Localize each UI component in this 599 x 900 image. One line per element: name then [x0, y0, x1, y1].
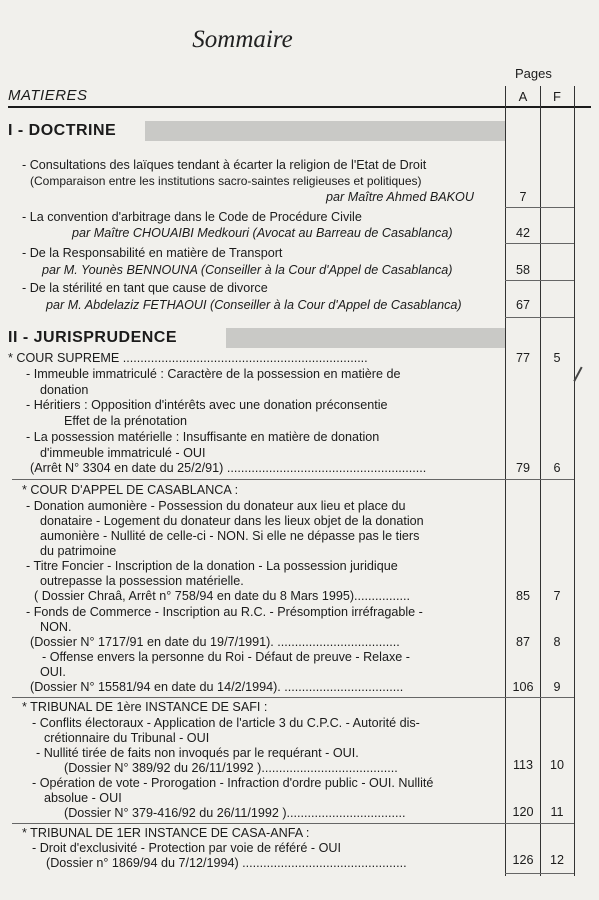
- entry-line: donataire - Logement du donateur dans les lieux objet de la donation: [40, 514, 424, 528]
- entry-line: - Conflits électoraux - Application de l'article 3 du C.P.C. - Autorité dis-: [32, 716, 420, 730]
- entry-line: Effet de la prénotation: [64, 414, 187, 428]
- section-title-doctrine: I - DOCTRINE: [8, 122, 117, 139]
- hseg: [505, 207, 574, 208]
- entry-line: (Dossier N° 389/92 du 26/11/1992 ).......................................: [64, 761, 398, 775]
- page-a: 79: [515, 461, 530, 475]
- page-title: Sommaire: [192, 26, 293, 53]
- page-a: 77: [515, 351, 530, 365]
- page-f: 9: [553, 680, 561, 694]
- pages-label: Pages: [515, 66, 552, 81]
- entry-line: - Héritiers : Opposition d'intérêts avec une donation préconsentie: [26, 398, 388, 412]
- hseg: [12, 697, 574, 698]
- entry-line: (Dossier N° 15581/94 en date du 14/2/1994). ..................................: [30, 680, 404, 694]
- entry-line: - Fonds de Commerce - Inscription au R.C. - Présomption irréfragable -: [26, 605, 423, 619]
- court-heading: * TRIBUNAL DE 1ER INSTANCE DE CASA-ANFA :: [22, 826, 310, 840]
- doctrine-line: - De la Responsabilité en matière de Transport: [22, 246, 283, 260]
- page-a: 87: [515, 635, 530, 649]
- doctrine-line: (Comparaison entre les institutions sacro-saintes religieuses et politiques): [30, 174, 422, 188]
- hseg: [505, 317, 574, 318]
- doctrine-line: - De la stérilité en tant que cause de divorce: [22, 281, 268, 295]
- entry-line: - Nullité tirée de faits non invoqués par le requérant - OUI.: [36, 746, 359, 760]
- entry-line: (Dossier N° 1717/91 en date du 19/7/1991). ...................................: [30, 635, 400, 649]
- entry-line: - Droit d'exclusivité - Protection par voie de référé - OUI: [32, 841, 341, 855]
- entry-line: crétionnaire du Tribunal - OUI: [44, 731, 210, 745]
- court-heading: * TRIBUNAL DE 1ère INSTANCE DE SAFI :: [22, 700, 268, 714]
- entry-line: - Immeuble immatriculé : Caractère de la possession en matière de: [26, 367, 401, 381]
- page-f: 12: [549, 853, 564, 867]
- court-heading: * COUR SUPREME ......................................................................: [8, 351, 368, 365]
- matieres-label: MATIERES: [8, 87, 88, 104]
- hseg: [12, 823, 574, 824]
- entry-line: absolue - OUI: [44, 791, 122, 805]
- page-f: 11: [550, 805, 564, 819]
- court-heading: * COUR D'APPEL DE CASABLANCA :: [22, 483, 239, 497]
- doctrine-page: 7: [519, 190, 527, 204]
- col-a-header: A: [518, 89, 528, 104]
- doctrine-line: - Consultations des laïques tendant à écarter la religion de l'Etat de Droit: [22, 158, 427, 172]
- entry-line: (Dossier N° 379-416/92 du 26/11/1992 )..................................: [64, 806, 406, 820]
- column-rule-right: [574, 86, 575, 876]
- entry-line: aumonière - Nullité de celle-ci - NON. Si elle ne dépasse pas le tiers: [40, 529, 420, 543]
- section-bar-doctrine: [145, 121, 505, 141]
- col-f-header: F: [553, 89, 561, 104]
- entry-line: (Dossier n° 1869/94 du 7/12/1994) ...............................................: [46, 856, 407, 870]
- hseg: [505, 873, 574, 874]
- entry-line: (Arrêt N° 3304 en date du 25/2/91) .........................................................: [30, 461, 427, 475]
- hseg: [505, 280, 574, 281]
- entry-line: ( Dossier Chraâ, Arrêt n° 758/94 en date du 8 Mars 1995)................: [34, 589, 411, 603]
- entry-line: OUI.: [40, 665, 66, 679]
- entry-line: - Offense envers la personne du Roi - Défaut de preuve - Relaxe -: [42, 650, 410, 664]
- doctrine-author: par Maître Ahmed BAKOU: [326, 190, 474, 204]
- page-f: 10: [549, 758, 564, 772]
- hseg: [12, 479, 574, 480]
- page-a: 106: [512, 680, 534, 694]
- page-f: 7: [553, 589, 561, 603]
- entry-line: NON.: [40, 620, 72, 634]
- doctrine-page: 42: [515, 226, 530, 240]
- doctrine-page: 67: [515, 298, 530, 312]
- doctrine-line: - La convention d'arbitrage dans le Code de Procédure Civile: [22, 210, 362, 224]
- page-a: 126: [512, 853, 534, 867]
- hseg: [505, 243, 574, 244]
- doctrine-page: 58: [515, 263, 530, 277]
- entry-line: du patrimoine: [40, 544, 117, 558]
- header-rule: [8, 106, 591, 108]
- page-f: 5: [553, 351, 561, 365]
- entry-line: donation: [40, 383, 89, 397]
- entry-line: - Titre Foncier - Inscription de la donation - La possession juridique: [26, 559, 398, 573]
- entry-line: outrepasse la possession matérielle.: [40, 574, 244, 588]
- page-f: 8: [553, 635, 561, 649]
- doctrine-author: par Maître CHOUAIBI Medkouri (Avocat au Barreau de Casablanca): [72, 226, 453, 240]
- page-a: 85: [515, 589, 530, 603]
- doctrine-author: par M. Younès BENNOUNA (Conseiller à la Cour d'Appel de Casablanca): [42, 263, 453, 277]
- page-a: 113: [512, 758, 534, 772]
- page-f: 6: [553, 461, 561, 475]
- doctrine-author: par M. Abdelaziz FETHAOUI (Conseiller à la Cour d'Appel de Casablanca): [46, 298, 462, 312]
- entry-line: - Opération de vote - Prorogation - Infraction d'ordre public - OUI. Nullité: [32, 776, 434, 790]
- entry-line: d'immeuble immatriculé - OUI: [40, 446, 206, 460]
- section-bar-jurisprudence: [226, 328, 505, 348]
- section-title-jurisprudence: II - JURISPRUDENCE: [8, 329, 178, 346]
- entry-line: - La possession matérielle : Insuffisante en matière de donation: [26, 430, 380, 444]
- page-a: 120: [512, 805, 534, 819]
- entry-line: - Donation aumonière - Possession du donateur aux lieu et place du: [26, 499, 406, 513]
